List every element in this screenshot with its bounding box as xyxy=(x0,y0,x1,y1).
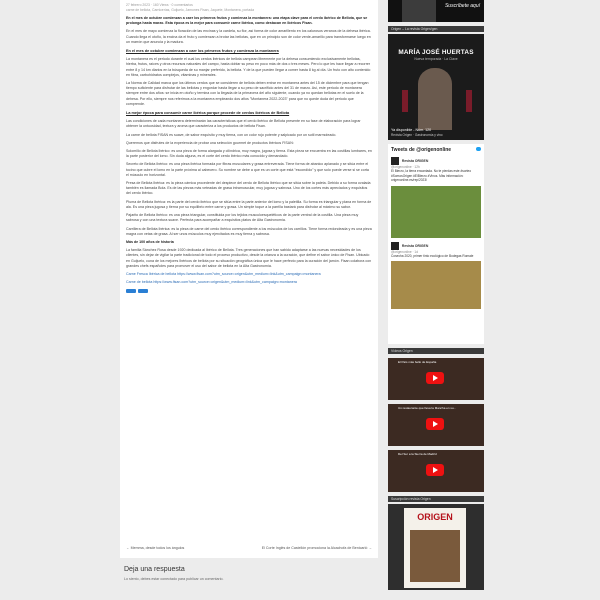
paragraph-carne: La carne de bellota FISAN es suave, de sabor exquisito y muy tierna, con un color rojo potente y salpicado por un sutil marmoleado. xyxy=(126,132,337,137)
paragraph-pajarito: Pajarito de Bellota Ibérico: es una pieza triangular, constituida por los tejidos musculoesqueléticos de la parte ventral de la costilla. Una pieza muy sabrosa y con una textura suave. Perfecta para acompañar a exquisitos platos de Alta Gastronomía. xyxy=(126,213,359,223)
heading-mejor-epoca: La mejor época para consumir carne ibérica porque procede de cerdos ibéricos de Bellota xyxy=(126,111,290,116)
heading-historia: Más de 100 años de historia xyxy=(126,239,174,244)
paragraph-montanera: La montanera es el periodo durante el cual los cerdos ibéricos de bellota campean libremente por la dehesa consumiendo exclusivamente bellotas, hierba, frutos, raíces y otros recursos naturales del campo, hasta doblar su peso en poco más de dos o tres meses. Pero lo que les hace llegar a recorrer entre 8 y 14 km diarios en la búsqueda de su manjar preferido, la bellota. Y de la que pueden llegar a comer hasta 8 kg al día. Un fruto con alto contenido en fibra, carbohidratos complejos, vitaminas y minerales. xyxy=(126,57,371,77)
tweet-text: El Bierzo, la tierra encantada. No te pierdas este #sorteo #SomosOrigen #ElBierzo #Vinos. Más información: origenonline.es/rep/2023/ xyxy=(391,169,472,183)
play-icon[interactable] xyxy=(426,464,444,476)
paragraph-condiciones: Las condiciones de cada montanera determinarán las características que el cerdo ibérico de Bellota presente en su fase de elaboración para lograr obtener la untuosidad, textura y aroma que caracteriza a los productos de bellota Fisan. xyxy=(126,119,361,129)
magazine-photo xyxy=(410,530,460,582)
link-carne-bellota[interactable]: Carne de bellota https://www.fisan.com?utm_source=origen&utm_medium=link&utm_campaign=montanera xyxy=(126,280,297,285)
reply-title: Deja una respuesta xyxy=(124,566,185,573)
twitter-widget xyxy=(388,144,484,344)
intro-paragraph: En el mes de octubre comienzan a caer los primeros frutos y comienza la montanera: una etapa clave para el cerdo ibérico de Bellota, que se prolonga hasta marzo. Esta época es la mejor para consumir carne ibérica, como destacan en Ibéricos Fisan. xyxy=(126,16,368,26)
magazine-page xyxy=(404,508,466,588)
paragraph-secreto: Secreto de Bellota Ibérico: es una pieza ibérica formada por fibras musculares y grasa entreverada. Tiene forma de abanico aplanado y se sitúa entre el tocino que cubre el lomo en la parte próxima al cabecero. Su nombre se debe a que es un corte que está "escondido" y que solo puede verse si se corta el músculo en horizontal. xyxy=(126,162,369,177)
magazine-thumbnail xyxy=(402,0,436,22)
tweet-item[interactable] xyxy=(391,157,481,238)
paragraph-solomillo: Solomillo de Bellota Ibérico: es una pieza de forma alargada y cilíndrica, muy magra, jugosa y tierna. Esta pieza se encuentra en las costillas lumbares, en la parte posterior del lomo. Sin duda alguna, es el corte del cerdo ibérico más conocido y demandado. xyxy=(126,149,372,159)
subscribe-banner[interactable] xyxy=(388,0,484,22)
sidebar xyxy=(388,0,484,590)
tweet-author: Revista ORIGEN xyxy=(401,243,429,248)
video-title: Un restaurante que lleva la Mancha en su... xyxy=(398,406,457,410)
wine-glass-icon xyxy=(402,90,408,112)
video-title: Del Sur a la Sierra de Madrid xyxy=(398,452,437,456)
play-icon[interactable] xyxy=(426,372,444,384)
play-icon[interactable] xyxy=(426,418,444,430)
paragraph-carrillera: Carrillera de Bellota Ibérica: es la pieza de carne del cerdo ibérico correspondiente a los músculos de los carrillos. Tiene forma redondeada y es una pieza magra con vetas de grasa. Al ser unos músculos muy ejercitados es muy tierna y sabrosa. xyxy=(126,226,372,236)
paragraph-pluma: Pluma de Bellota Ibérica: es la parte del cerdo ibérico que se sitúa entre la parte anterior del lomo y la paletilla. Su forma es triangular y plana en forma de ala. Es una pieza jugosa y tierna por su equilibrio entre carne y grasa. Un simple toque a la parrilla bastará para disfrutar al máximo su sabor. xyxy=(126,199,372,209)
post-tags[interactable]: carne de bellota, Carnicerías, Guijuelo, Jamones Fisan, Jaquete, Montanera, portada xyxy=(126,8,254,12)
paragraph-floracion: En el mes de mayo comienza la floración de las encinas y la cardela, su flor, así forma de color amarillento en los calurosos veranos de la dehesa ibérica. Cuando llega el otoño, la encina da el fruto y comienzan a brotar las bellotas, que en un principio son de color verde-amarillo para transformarse luego en un marrón que anuncia y la madura. xyxy=(126,29,371,44)
avatar xyxy=(391,242,399,250)
magazine-logo: ORIGEN xyxy=(417,512,453,522)
video-thumbnail[interactable] xyxy=(388,404,484,446)
video-title: El País más bello de España xyxy=(398,360,437,364)
ad-banner[interactable] xyxy=(388,34,484,140)
next-post-link[interactable]: El Corte Inglés de Castellón promociona la Alcachofa de Benicarló → xyxy=(261,546,372,550)
tweet-handle: @origenonline · 12h xyxy=(391,165,420,169)
tweet-item[interactable] xyxy=(391,242,481,310)
paragraph-historia: La familia Sánchez Rosa desde 1920 dedicada al Ibérico de Bellota. Tres generaciones que han sabido adaptarse a las nuevas necesidades de los clientes, sin dejar de vigilar la parte tradicional de todo el proceso productivo, desde la crianza a la curación, que define el sabor único de Fisan. Ubicado en Guijuelo, cuna de los mejores Ibéricos de bellota por su situación geográfica única que le hace perfecto para la curación del jamón. Fisan colabora con grandes chefs españoles para promover el uso del sabor de bellota en la Alta Gastronomía. xyxy=(126,248,372,268)
ad-name: MARÍA JOSÉ HUERTAS xyxy=(398,49,474,56)
video-thumbnail[interactable] xyxy=(388,358,484,400)
ad-tagline: Nueva temporada · La Clave xyxy=(414,57,458,61)
heading-montanera: En el mes de octubre comienzan a caer los primeros frutos y comienza la montanera xyxy=(126,49,279,54)
tweets-heading[interactable]: Tweets de @origenonline xyxy=(391,147,452,153)
twitter-bird-icon xyxy=(476,147,481,151)
paragraph-norma: La Norma de Calidad marca que los últimos cerdos que se consideren de bellota deben entrar en montanera antes del 15 de diciembre para que tengan tiempo suficiente para disfrutar de las bellotas y engordar hasta llegar a su peso de sacrificio antes del 31 de marzo. Así, este periodo de montanera siempre entre dos años: se inicia en otoño y termina con la llegada de la primavera del año siguiente, cuando ya no quedan bellotas en el suelo de la dehesa. Por ello, siempre nos referimos a la montanera empleando dos años "Montanera 2022-2023" para que no quede duda del periodo que comprende. xyxy=(126,81,369,106)
prev-post-link[interactable]: ← Memma, desde todos los ángulos xyxy=(126,546,185,550)
reply-section xyxy=(120,566,378,581)
tweet-author: Revista ORIGEN xyxy=(401,158,429,163)
tweet-image[interactable] xyxy=(391,261,481,309)
subscribe-label: Suscríbete aquí xyxy=(444,3,480,9)
share-button-facebook[interactable] xyxy=(138,289,148,293)
ad-section-title: Origen – La revista Origen/gen xyxy=(388,26,484,32)
video-thumbnail[interactable] xyxy=(388,450,484,492)
wine-glass-icon xyxy=(466,90,472,112)
magazine-section-title: Suscripción revista Origen xyxy=(388,496,484,502)
share-button-twitter[interactable] xyxy=(126,289,136,293)
reply-note: Lo siento, debes estar conectado para publicar un comentario. xyxy=(124,577,224,581)
magazine-cover[interactable] xyxy=(388,504,484,590)
portrait-image xyxy=(418,68,452,130)
share-buttons xyxy=(126,289,372,293)
paragraph-presa: Presa de Bellota Ibérica: es la pieza cárnica procedente del despiece del cerdo de Bellota Ibérico que se sitúa sobre la paleta. Debido a su forma ovalada también es llamada Bola. Es de las piezas más veteadas de grasa intramuscular, muy jugosa y sabrosa. Uno de los cortes más apreciados y exquisitos del cerdo ibérico. xyxy=(126,181,371,196)
tweet-text: Cosecha 2020, primer tinto ecológico de Bodegas Romale xyxy=(391,254,474,259)
tweet-handle: @origenonline · 1d xyxy=(391,249,418,254)
avatar xyxy=(391,157,399,165)
ad-availability-sub: Revista Origen · Gastronomía y vino xyxy=(391,133,443,137)
link-carne-fresca[interactable]: Carne Fresca Ibérica de bellota https://www.fisan.com?utm_source=origen&utm_medium=link&utm_campaign=montanera xyxy=(126,271,321,276)
post-meta: 27 febrero 2023 · 160 Views · 0 comentarios xyxy=(126,3,193,7)
videos-section-title: Vídeos Origen xyxy=(388,348,484,354)
paragraph-experiencia: Queremos que disfrutes de la experiencia de probar una selección gourmet de productos ibéricos FISAN: xyxy=(126,140,294,145)
article xyxy=(120,0,378,558)
ad-availability: Ya disponible - Núm. 120 xyxy=(391,128,432,132)
tweet-image[interactable] xyxy=(391,186,481,238)
post-navigation xyxy=(120,546,378,550)
